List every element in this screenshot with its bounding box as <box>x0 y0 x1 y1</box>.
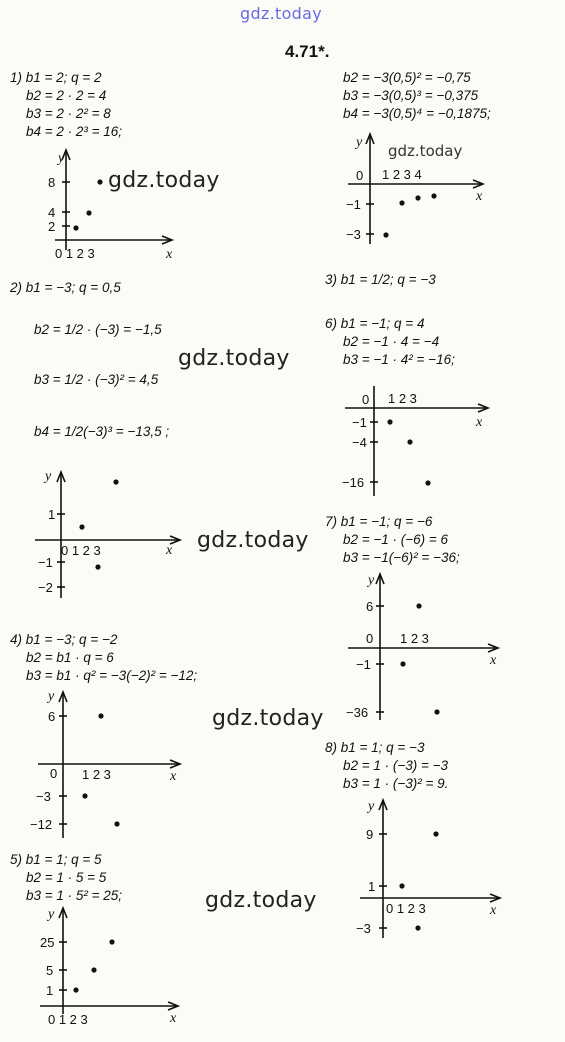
p2-line-1: b2 = 1/2 · (−3) = −1,5 <box>34 322 162 337</box>
p8-line-3: b3 = 1 · (−3)² = 9. <box>343 776 449 791</box>
g6-point-2 <box>407 439 412 444</box>
g4-y-tick-neg3: −3 <box>36 789 51 804</box>
watermark-small: gdz.today <box>388 142 463 160</box>
g7-y-tick-6: 6 <box>366 599 374 614</box>
g2b-point-1 <box>383 232 388 237</box>
watermark-4: gdz.today <box>212 706 324 731</box>
g5-y-label: y <box>48 907 55 922</box>
g1-x-ticks: 0 1 2 3 <box>55 246 95 261</box>
p2b-line-3: b4 = −3(0,5)⁴ = −0,1875; <box>343 106 491 121</box>
g1-point-1 <box>73 225 78 230</box>
g4-point-3 <box>114 821 119 826</box>
g2-point-3 <box>113 479 118 484</box>
g5-x-label: x <box>170 1011 177 1026</box>
p6-line-3: b3 = −1 · 4² = −16; <box>343 352 455 367</box>
g2-y-tick-neg2: −2 <box>38 580 53 595</box>
g7-y-tick-neg1: −1 <box>356 657 371 672</box>
g2-y-tick-1: 1 <box>48 507 56 522</box>
g7-point-3 <box>434 709 439 714</box>
g2b-point-2 <box>399 200 404 205</box>
g8-x-ticks: 0 1 2 3 <box>386 901 426 916</box>
g2b-x-ticks: 1 2 3 4 <box>382 167 422 182</box>
graph-5 <box>30 906 190 1032</box>
p1-line-3: b3 = 2 · 2² = 8 <box>26 106 111 121</box>
g8-y-tick-9: 9 <box>366 827 374 842</box>
g2-x-label: x <box>166 543 173 558</box>
p7-line-3: b3 = −1(−6)² = −36; <box>343 550 460 565</box>
g5-x-ticks: 0 1 2 3 <box>48 1012 88 1027</box>
g4-point-1 <box>82 793 87 798</box>
g8-point-1 <box>399 883 404 888</box>
g2b-point-3 <box>415 195 420 200</box>
p5-line-1: 5) b1 = 1; q = 5 <box>10 852 102 867</box>
g1-y-tick-8: 8 <box>48 175 56 190</box>
p2-line-2: b3 = 1/2 · (−3)² = 4,5 <box>34 372 159 387</box>
g4-y-tick-neg12: −12 <box>30 817 53 832</box>
g7-point-2 <box>416 603 421 608</box>
g1-y-tick-2: 2 <box>48 219 56 234</box>
graph-6 <box>340 386 500 498</box>
g2-y-tick-neg1: −1 <box>38 555 53 570</box>
g6-x-label: x <box>476 415 483 430</box>
watermark-top: gdz.today <box>240 4 322 23</box>
g7-x-ticks: 1 2 3 <box>400 631 429 646</box>
p2b-line-1: b2 = −3(0,5)² = −0,75 <box>343 70 471 85</box>
g2-y-label: y <box>45 469 52 484</box>
g6-x-ticks: 1 2 3 <box>388 391 417 406</box>
g8-y-label: y <box>368 799 375 814</box>
p4-line-1: 4) b1 = −3; q = −2 <box>10 632 118 647</box>
g5-point-1 <box>73 987 78 992</box>
g5-y-tick-25: 25 <box>40 935 55 950</box>
g1-point-3 <box>97 179 102 184</box>
g6-point-3 <box>425 480 430 485</box>
g2b-y-tick-0: 0 <box>356 168 364 183</box>
graph-2 <box>30 470 190 600</box>
p7-line-1: 7) b1 = −1; q = −6 <box>325 514 433 529</box>
p2-line-3: b4 = 1/2(−3)³ = −13,5 ; <box>34 424 170 439</box>
g7-point-1 <box>400 661 405 666</box>
g4-y-tick-0: 0 <box>50 766 58 781</box>
g2-point-1 <box>79 524 84 529</box>
g2b-x-label: x <box>476 189 483 204</box>
g5-y-tick-1: 1 <box>46 983 54 998</box>
g6-y-tick-neg16: −16 <box>342 475 365 490</box>
g2b-point-4 <box>431 193 436 198</box>
watermark-3: gdz.today <box>197 528 309 553</box>
g6-point-1 <box>387 419 392 424</box>
p8-line-2: b2 = 1 · (−3) = −3 <box>343 758 449 773</box>
g6-y-tick-neg4: −4 <box>352 435 367 450</box>
p8-line-1: 8) b1 = 1; q = −3 <box>325 740 425 755</box>
g5-point-2 <box>91 967 96 972</box>
p5-line-3: b3 = 1 · 5² = 25; <box>26 888 123 903</box>
g8-y-tick-1: 1 <box>368 879 376 894</box>
g7-y-label: y <box>368 573 375 588</box>
g6-y-tick-neg1: −1 <box>352 415 367 430</box>
g8-point-3 <box>433 831 438 836</box>
g8-y-tick-neg3: −3 <box>356 921 371 936</box>
g1-y-label: y <box>58 151 65 166</box>
p3-line: 3) b1 = 1/2; q = −3 <box>325 272 436 287</box>
p1-line-1: 1) b1 = 2; q = 2 <box>10 70 102 85</box>
graph-8 <box>350 798 510 940</box>
g7-y-tick-0: 0 <box>366 631 374 646</box>
g1-x-label: x <box>166 247 173 262</box>
watermark-2: gdz.today <box>178 346 290 371</box>
p4-line-3: b3 = b1 · q² = −3(−2)² = −12; <box>26 668 198 683</box>
g1-y-tick-4: 4 <box>48 205 56 220</box>
g2b-y-tick-neg3: −3 <box>346 227 361 242</box>
g4-y-tick-6: 6 <box>48 709 56 724</box>
p1-line-2: b2 = 2 · 2 = 4 <box>26 88 107 103</box>
g4-x-ticks: 1 2 3 <box>82 767 111 782</box>
p1-line-4: b4 = 2 · 2³ = 16; <box>26 124 123 139</box>
g4-x-label: x <box>170 769 177 784</box>
problem-number: 4.71*. <box>285 42 330 61</box>
p6-line-2: b2 = −1 · 4 = −4 <box>343 334 440 349</box>
g8-x-label: x <box>490 903 497 918</box>
p2-header: 2) b1 = −3; q = 0,5 <box>10 280 121 295</box>
graph-4 <box>30 690 190 840</box>
watermark-5: gdz.today <box>205 888 317 913</box>
g5-point-3 <box>109 939 114 944</box>
g2-x-ticks: 0 1 2 3 <box>61 543 101 558</box>
g7-y-tick-neg36: −36 <box>346 705 369 720</box>
graph-7 <box>340 572 505 722</box>
g2b-y-label: y <box>356 135 363 150</box>
g1-point-2 <box>86 210 91 215</box>
g7-x-label: x <box>490 653 497 668</box>
g2b-y-tick-neg1: −1 <box>346 197 361 212</box>
p2b-line-2: b3 = −3(0,5)³ = −0,375 <box>343 88 479 103</box>
g6-y-tick-0: 0 <box>362 392 370 407</box>
p5-line-2: b2 = 1 · 5 = 5 <box>26 870 107 885</box>
g5-y-tick-5: 5 <box>46 963 54 978</box>
g8-point-2 <box>415 925 420 930</box>
watermark-1: gdz.today <box>108 168 220 193</box>
p7-line-2: b2 = −1 · (−6) = 6 <box>343 532 449 547</box>
g2-point-2 <box>95 564 100 569</box>
g4-point-2 <box>98 713 103 718</box>
p6-line-1: 6) b1 = −1; q = 4 <box>325 316 425 331</box>
p4-line-2: b2 = b1 · q = 6 <box>26 650 114 665</box>
g4-y-label: y <box>48 689 55 704</box>
